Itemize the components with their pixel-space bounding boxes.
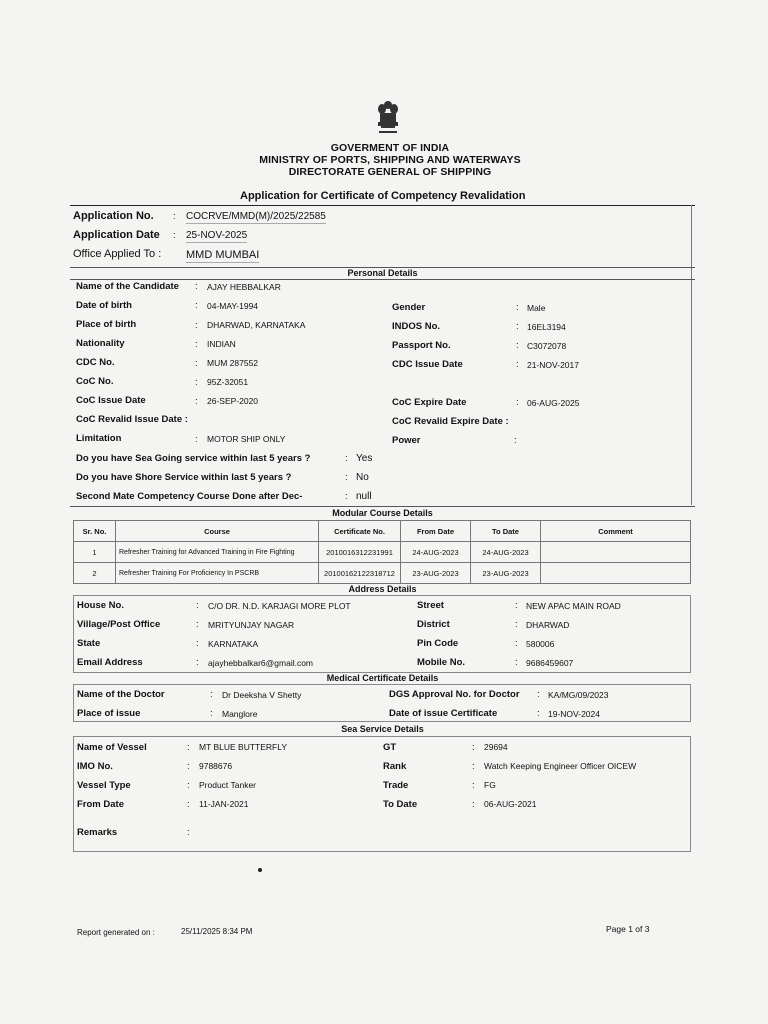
colon: :	[537, 708, 540, 719]
application-no-value: COCRVE/MMD(M)/2025/22585	[186, 211, 326, 222]
colon: :	[345, 491, 348, 502]
colon: :	[472, 761, 475, 772]
colon: :	[195, 434, 198, 445]
course-question: Second Mate Competency Course Done after Dec-	[76, 491, 303, 502]
state-label: State	[77, 638, 101, 649]
pob-value: DHARWAD, KARNATAKA	[207, 320, 306, 330]
table-cell	[541, 563, 691, 584]
pin-label: Pin Code	[417, 638, 459, 649]
colon: :	[187, 799, 190, 810]
coc-revalid-expire-label: CoC Revalid Expire Date :	[392, 416, 509, 427]
report-generated-value: 25/11/2025 8:34 PM	[181, 927, 253, 936]
limitation-label: Limitation	[76, 433, 122, 444]
colon: :	[196, 619, 199, 630]
power-label: Power	[392, 435, 421, 446]
from-date-label: From Date	[77, 799, 124, 810]
header-line-1: GOVERMENT OF INDIA	[330, 142, 450, 154]
table-cell	[541, 542, 691, 563]
nationality-label: Nationality	[76, 338, 125, 349]
pin-value: 580006	[526, 639, 555, 649]
colon: :	[195, 339, 198, 350]
colon: :	[514, 435, 517, 446]
coc-expire-label: CoC Expire Date	[392, 397, 467, 408]
divider	[70, 279, 695, 280]
colon: :	[537, 689, 540, 700]
cdc-value: MUM 287552	[207, 358, 259, 368]
column-header: Sr. No.	[74, 521, 116, 542]
mobile-value: 9686459607	[526, 658, 574, 668]
colon: :	[196, 657, 199, 668]
shore-service-answer: No	[356, 472, 369, 483]
vessel-name-value: MT BLUE BUTTERFLY	[199, 742, 288, 752]
header-line-2: MINISTRY OF PORTS, SHIPPING AND WATERWAYS	[259, 154, 521, 166]
colon: :	[472, 799, 475, 810]
colon: :	[187, 827, 190, 838]
table-cell: 2	[74, 563, 116, 584]
colon: :	[472, 742, 475, 753]
colon: :	[187, 761, 190, 772]
table-cell: 24-AUG-2023	[471, 542, 541, 563]
colon: :	[196, 638, 199, 649]
cdc-label: CDC No.	[76, 357, 115, 368]
course-answer: null	[356, 491, 372, 502]
trade-label: Trade	[383, 780, 409, 791]
pob-label: Place of birth	[76, 319, 137, 330]
colon: :	[515, 657, 518, 668]
email-label: Email Address	[77, 657, 143, 668]
address-details-heading: Address Details	[348, 584, 417, 594]
colon: :	[515, 619, 518, 630]
colon: :	[516, 359, 519, 370]
colon: :	[195, 377, 198, 388]
passport-label: Passport No.	[392, 340, 451, 351]
document-title: Application for Certificate of Competency Revalidation	[240, 190, 526, 202]
indos-value: 16EL3194	[527, 322, 566, 332]
doctor-value: Dr Deeksha V Shetty	[222, 690, 302, 700]
colon: :	[173, 230, 176, 241]
colon: :	[515, 600, 518, 611]
column-header: Course	[116, 521, 319, 542]
table-header-row	[74, 521, 691, 542]
colon: :	[515, 638, 518, 649]
coc-issue-value: 26-SEP-2020	[207, 396, 259, 406]
table-cell: 24-AUG-2023	[401, 542, 471, 563]
table-cell: 23-AUG-2023	[471, 563, 541, 584]
gt-value: 29694	[484, 742, 508, 752]
modular-course-heading: Modular Course Details	[332, 508, 433, 518]
imo-label: IMO No.	[77, 761, 113, 772]
colon: :	[187, 742, 190, 753]
office-applied-label: Office Applied To :	[73, 248, 162, 260]
colon: :	[195, 320, 198, 331]
colon: :	[195, 358, 198, 369]
doctor-label: Name of the Doctor	[77, 689, 165, 700]
vessel-name-label: Name of Vessel	[77, 742, 147, 753]
office-applied-value: MMD MUMBAI	[186, 249, 260, 261]
table-cell: Refresher Training For Proficiency In PSCRB	[116, 563, 319, 584]
from-date-value: 11-JAN-2021	[199, 799, 249, 809]
report-generated-label: Report generated on :	[77, 928, 155, 937]
divider	[70, 506, 695, 507]
speck	[258, 868, 262, 872]
cdc-issue-label: CDC Issue Date	[392, 359, 463, 370]
district-label: District	[417, 619, 450, 630]
sea-service-box	[73, 736, 691, 852]
limitation-value: MOTOR SHIP ONLY	[207, 434, 286, 444]
application-date-value: 25-NOV-2025	[186, 230, 248, 241]
modular-course-table	[73, 520, 691, 584]
candidate-name-value: AJAY HEBBALKAR	[207, 282, 281, 292]
colon: :	[345, 453, 348, 464]
rank-value: Watch Keeping Engineer Officer OICEW	[484, 761, 637, 771]
village-label: Village/Post Office	[77, 619, 161, 630]
colon: :	[187, 780, 190, 791]
dob-value: 04-MAY-1994	[207, 301, 259, 311]
table-cell: Refresher Training for Advanced Training in Fire Fighting	[116, 542, 319, 563]
colon: :	[210, 708, 213, 719]
indos-label: INDOS No.	[392, 321, 441, 332]
colon: :	[173, 211, 176, 222]
divider	[691, 205, 692, 505]
column-header: Comment	[541, 521, 691, 542]
trade-value: FG	[484, 780, 496, 790]
gender-label: Gender	[392, 302, 426, 313]
coc-issue-label: CoC Issue Date	[76, 395, 146, 406]
house-label: House No.	[77, 600, 124, 611]
imo-value: 9788676	[199, 761, 233, 771]
coc-expire-value: 06-AUG-2025	[527, 398, 580, 408]
coc-revalid-issue-label: CoC Revalid Issue Date :	[76, 414, 188, 425]
colon: :	[195, 396, 198, 407]
district-value: DHARWAD	[526, 620, 570, 630]
table-row	[74, 563, 691, 584]
candidate-name-label: Name of the Candidate	[76, 281, 179, 292]
shore-service-question: Do you have Shore Service within last 5 years ?	[76, 472, 292, 483]
email-value: ajayhebbalkar6@gmail.com	[208, 658, 314, 668]
colon: :	[196, 600, 199, 611]
table-cell: 1	[74, 542, 116, 563]
issue-date-label: Date of issue Certificate	[389, 708, 498, 719]
nationality-value: INDIAN	[207, 339, 236, 349]
application-date-label: Application Date	[73, 229, 160, 241]
gt-label: GT	[383, 742, 397, 753]
colon: :	[210, 689, 213, 700]
coc-label: CoC No.	[76, 376, 114, 387]
colon: :	[195, 281, 198, 292]
colon: :	[516, 302, 519, 313]
sea-service-heading: Sea Service Details	[341, 724, 424, 734]
place-issue-label: Place of issue	[77, 708, 141, 719]
column-header: Certificate No.	[319, 521, 401, 542]
medical-details-heading: Medical Certificate Details	[326, 673, 439, 683]
rank-label: Rank	[383, 761, 407, 772]
dgs-label: DGS Approval No. for Doctor	[389, 689, 520, 700]
to-date-value: 06-AUG-2021	[484, 799, 537, 809]
table-cell: 20100162122318712	[319, 563, 401, 584]
village-value: MRITYUNJAY NAGAR	[208, 620, 295, 630]
mobile-label: Mobile No.	[417, 657, 466, 668]
colon: :	[472, 780, 475, 791]
passport-value: C3072078	[527, 341, 567, 351]
street-value: NEW APAC MAIN ROAD	[526, 601, 621, 611]
table-cell: 2010016312231991	[319, 542, 401, 563]
dgs-value: KA/MG/09/2023	[548, 690, 609, 700]
gender-value: Male	[527, 303, 546, 313]
table-cell: 23-AUG-2023	[401, 563, 471, 584]
coc-value: 95Z-32051	[207, 377, 249, 387]
divider	[70, 205, 695, 206]
header-line-3: DIRECTORATE GENERAL OF SHIPPING	[288, 166, 492, 178]
state-value: KARNATAKA	[208, 639, 259, 649]
personal-details-heading: Personal Details	[347, 268, 418, 278]
issue-date-value: 19-NOV-2024	[548, 709, 600, 719]
colon: :	[195, 300, 198, 311]
place-issue-value: Manglore	[222, 709, 258, 719]
street-label: Street	[417, 600, 444, 611]
column-header: To Date	[471, 521, 541, 542]
colon: :	[516, 321, 519, 332]
colon: :	[345, 472, 348, 483]
vessel-type-value: Product Tanker	[199, 780, 257, 790]
national-emblem-icon	[376, 100, 400, 136]
colon: :	[516, 340, 519, 351]
cdc-issue-value: 21-NOV-2017	[527, 360, 579, 370]
to-date-label: To Date	[383, 799, 418, 810]
table-row	[74, 542, 691, 563]
column-header: From Date	[401, 521, 471, 542]
colon: :	[516, 397, 519, 408]
dob-label: Date of birth	[76, 300, 132, 311]
application-no-label: Application No.	[73, 210, 154, 222]
sea-service-question: Do you have Sea Going service within last 5 years ?	[76, 453, 311, 464]
sea-service-answer: Yes	[356, 453, 373, 464]
house-value: C/O DR. N.D. KARJAGI MORE PLOT	[208, 601, 351, 611]
vessel-type-label: Vessel Type	[77, 780, 131, 791]
remarks-label: Remarks	[77, 827, 118, 838]
page-number: Page 1 of 3	[606, 924, 650, 934]
